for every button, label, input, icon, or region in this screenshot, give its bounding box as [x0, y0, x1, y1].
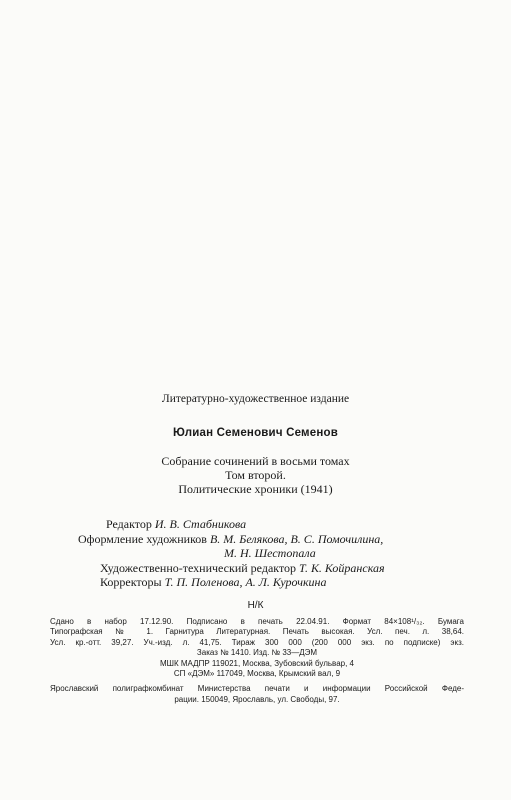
design-names: В. М. Белякова, В. С. Помочилина, — [209, 531, 384, 546]
proofreaders-credit — [78, 575, 385, 590]
imprint-block — [50, 617, 464, 705]
design-label: Оформление художников — [78, 531, 207, 546]
tech-editor-credit — [78, 561, 385, 576]
credits-block — [78, 517, 385, 590]
imprint-line-4: Заказ № 1410. Изд. № 33—ДЭМ — [196, 648, 318, 658]
design-names-2: М. Н. Шестопала — [224, 546, 316, 560]
design-credit — [78, 532, 385, 547]
proofreaders-names: Т. П. Поленова, А. Л. Курочкина — [164, 575, 327, 589]
tech-editor-label: Художественно-технический редактор — [100, 560, 297, 575]
author-name: Юлиан Семенович Семенов — [172, 427, 338, 439]
imprint-line-5: МШК МАДПР 119021, Москва, Зубовский бульвар, 4 — [160, 658, 354, 668]
imprint-line-6: СП «ДЭМ» 117049, Москва, Крымский вал, 9 — [173, 669, 341, 679]
tech-editor-name: Т. К. Койранская — [299, 560, 385, 575]
imprint-line-7: Ярославский полиграфкомбинат Министерства печати и информации Российской Феде- — [50, 684, 464, 694]
imprint-line-3: Усл. кр.-отт. 39,27. Уч.-изд. л. 41,75. Тираж 300 000 (200 000 экз. по подписке) экз. — [50, 637, 464, 647]
design-credit-cont — [78, 546, 385, 561]
editor-label: Редактор — [106, 517, 152, 531]
collection-line-3: Политические хроники (1941) — [178, 482, 333, 496]
edition-genre: Литературно-художественное издание — [161, 393, 350, 405]
hk-mark: Н/К — [247, 600, 264, 611]
editor-credit — [78, 517, 385, 532]
proofreaders-label: Корректоры — [100, 575, 162, 589]
collection-line-1: Собрание сочинений в восьми томах — [161, 454, 350, 468]
collection-line-2: Том второй. — [225, 468, 286, 482]
imprint-line-2: Типографская № 1. Гарнитура Литературная. Печать высокая. Усл. печ. л. 38,64. — [50, 627, 464, 637]
imprint-line-1: Сдано в набор 17.12.90. Подписано в печать 22.04.91. Формат 84×108¹/₃₂. Бумага — [50, 617, 464, 626]
imprint-line-8: рации. 150049, Ярославль, ул. Свободы, 97. — [174, 694, 340, 704]
collection-title — [0, 454, 511, 496]
editor-name: И. В. Стабникова — [154, 517, 247, 531]
